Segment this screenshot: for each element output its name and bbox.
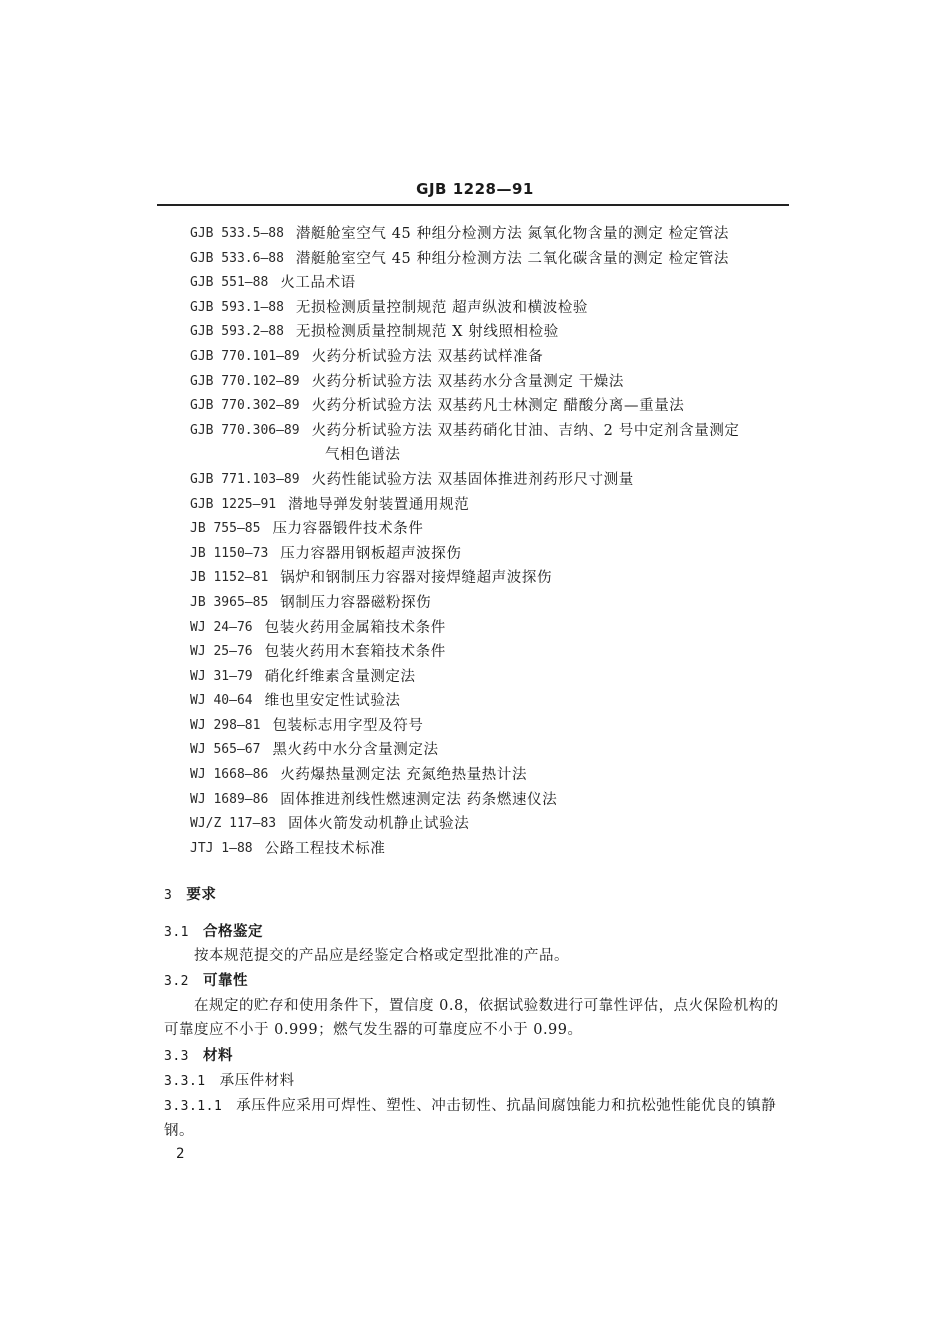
reference-title: 无损检测质量控制规范 X 射线照相检验 [295, 324, 559, 341]
reference-code: GJB 770.306—89 [190, 422, 300, 438]
reference-title: 黑火药中水分含量测定法 [272, 742, 439, 759]
section-3-heading: 3 要求 [164, 886, 217, 903]
reference-code: WJ 24—76 [190, 619, 253, 635]
reference-code: WJ 25—76 [190, 644, 253, 660]
reference-item [190, 591, 790, 616]
reference-item [190, 493, 790, 518]
reference-code: GJB 770.102—89 [190, 373, 300, 389]
reference-item [190, 443, 790, 468]
reference-title: 潜地导弹发射装置通用规范 [288, 496, 470, 513]
reference-title: 包装火药用木套箱技术条件 [264, 644, 446, 661]
reference-code: JB 3965—85 [190, 594, 269, 610]
reference-title: 压力容器用钢板超声波探伤 [280, 545, 462, 562]
reference-item [190, 296, 790, 321]
section-3-3-1-1-text-line2: 钢。 [164, 1123, 194, 1139]
page-number: 2 [176, 1146, 185, 1162]
reference-item [190, 689, 790, 714]
reference-item [190, 394, 790, 419]
reference-code: GJB 593.2—88 [190, 324, 284, 340]
reference-code: GJB 533.5—88 [190, 226, 284, 241]
reference-code: WJ 565—67 [190, 742, 261, 758]
reference-item [190, 517, 790, 542]
section-3-3-1-heading: 3.3.1 承压件材料 [164, 1073, 295, 1089]
reference-code: GJB 770.101—89 [190, 348, 300, 364]
reference-code: WJ/Z 117—83 [190, 816, 277, 832]
reference-code: GJB 1225—91 [190, 496, 277, 512]
section-3-2-text-line1: 在规定的贮存和使用条件下，置信度 0.8，依据试验数进行可靠性评估，点火保险机构的 [194, 998, 779, 1014]
reference-title: 火药分析试验方法 双基药水分含量测定 干燥法 [311, 373, 624, 390]
reference-title: 潜艇舱室空气 45 种组分检测方法 氮氧化物含量的测定 检定管法 [295, 226, 730, 242]
reference-title: 钢制压力容器磁粉探伤 [280, 594, 432, 611]
reference-title: 火药分析试验方法 双基药硝化甘油、吉纳、2 号中定剂含量测定 [311, 422, 740, 439]
reference-title: 维也里安定性试验法 [264, 693, 401, 710]
reference-item [190, 812, 790, 837]
reference-title: 锅炉和钢制压力容器对接焊缝超声波探伤 [280, 570, 553, 587]
reference-title: 固体火箭发动机静止试验法 [288, 816, 470, 833]
reference-item [190, 714, 790, 739]
reference-title: 火药爆热量测定法 充氮绝热量热计法 [280, 767, 528, 784]
reference-code: WJ 40—64 [190, 693, 253, 709]
reference-title: 压力容器锻件技术条件 [272, 521, 424, 538]
section-3-1-text: 按本规范提交的产品应是经鉴定合格或定型批准的产品。 [194, 948, 569, 964]
reference-code: GJB 770.302—89 [190, 398, 300, 414]
reference-code: JB 1152—81 [190, 570, 269, 586]
reference-item [190, 788, 790, 813]
section-3-1-heading: 3.1 合格鉴定 [164, 923, 263, 940]
section-3-3-1-1-text: 3.3.1.1 承压件应采用可焊性、塑性、冲击韧性、抗晶间腐蚀能力和抗松弛性能优良的镇静 [164, 1098, 777, 1114]
reference-list [190, 222, 790, 861]
reference-code: JTJ 1—88 [190, 840, 253, 856]
section-3-2-heading: 3.2 可靠性 [164, 972, 248, 989]
reference-title: 包装标志用字型及符号 [272, 717, 424, 734]
reference-title: 火药分析试验方法 双基药试样准备 [311, 348, 544, 365]
reference-title: 潜艇舱室空气 45 种组分检测方法 二氧化碳含量的测定 检定管法 [295, 250, 730, 267]
reference-code: GJB 533.6—88 [190, 250, 284, 266]
reference-item [190, 738, 790, 763]
reference-title: 火药分析试验方法 双基药凡士林测定 醋酸分离—重量法 [311, 398, 685, 415]
reference-item [190, 665, 790, 690]
reference-title: 无损检测质量控制规范 超声纵波和横波检验 [295, 299, 589, 316]
reference-code: JB 1150—73 [190, 545, 269, 561]
reference-item [190, 616, 790, 641]
reference-title: 硝化纤维素含量测定法 [264, 668, 416, 685]
reference-item [190, 837, 790, 862]
reference-item [190, 345, 790, 370]
reference-item [190, 247, 790, 272]
reference-code: WJ 31—79 [190, 668, 253, 684]
reference-code: WJ 1668—86 [190, 767, 269, 783]
reference-item [190, 419, 790, 444]
reference-code: WJ 1689—86 [190, 791, 269, 807]
reference-item [190, 542, 790, 567]
reference-title: 气相色谱法 [325, 447, 401, 464]
reference-code: GJB 551—88 [190, 275, 269, 291]
reference-title: 包装火药用金属箱技术条件 [264, 619, 446, 636]
header-rule [157, 204, 789, 206]
reference-code: GJB 771.103—89 [190, 471, 300, 487]
reference-item [190, 566, 790, 591]
reference-title: 火工品术语 [280, 275, 356, 292]
reference-title: 固体推进剂线性燃速测定法 药条燃速仪法 [280, 791, 558, 808]
reference-item [190, 222, 790, 247]
reference-item [190, 763, 790, 788]
reference-item [190, 370, 790, 395]
doc-header: GJB 1228—91 [416, 180, 534, 198]
reference-title: 公路工程技术标准 [264, 840, 386, 857]
section-3-2-text-line2: 可靠度应不小于 0.999；燃气发生器的可靠度应不小于 0.99。 [164, 1022, 583, 1038]
reference-code: WJ 298—81 [190, 717, 261, 733]
reference-code: GJB 593.1—88 [190, 299, 284, 315]
reference-item [190, 468, 790, 493]
reference-item [190, 271, 790, 296]
reference-code: JB 755—85 [190, 521, 261, 537]
reference-item [190, 640, 790, 665]
section-3-3-heading: 3.3 材料 [164, 1047, 233, 1064]
reference-item [190, 320, 790, 345]
reference-title: 火药性能试验方法 双基固体推进剂药形尺寸测量 [311, 471, 634, 488]
